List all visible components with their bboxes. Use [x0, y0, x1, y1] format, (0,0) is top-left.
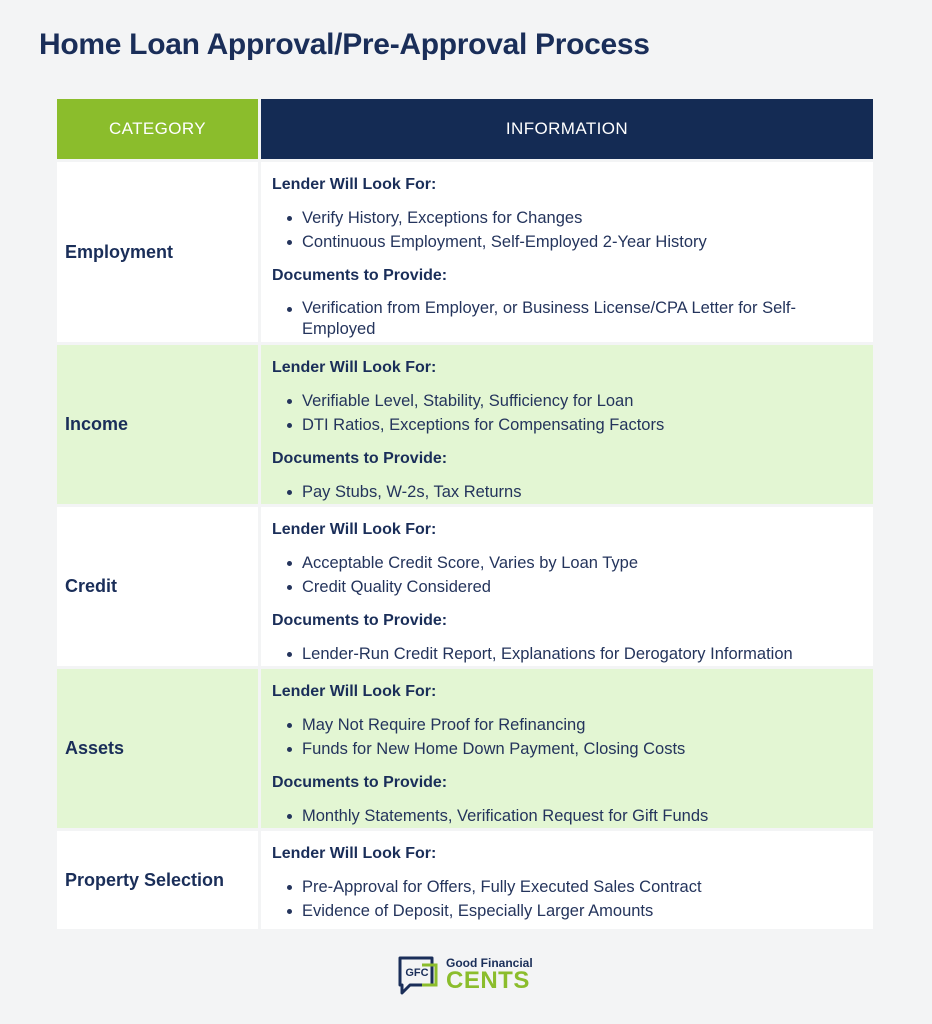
- list-item: Continuous Employment, Self-Employed 2-Year History: [272, 231, 863, 253]
- documents-list: [272, 481, 863, 503]
- lender-look-for-label: Lender Will Look For:: [272, 683, 437, 700]
- list-item: Pre-Approval for Offers, Fully Executed Sales Contract: [272, 876, 863, 898]
- table-header-row: [57, 99, 873, 159]
- lender-list: [272, 714, 863, 760]
- category-cell: Assets: [57, 669, 258, 828]
- page-title: Home Loan Approval/Pre-Approval Process: [39, 28, 650, 61]
- documents-to-provide-label: Documents to Provide:: [272, 450, 448, 467]
- documents-to-provide-label: Documents to Provide:: [272, 774, 448, 791]
- lender-look-for-label: Lender Will Look For:: [272, 359, 437, 376]
- information-cell: [261, 831, 873, 929]
- information-cell: [261, 669, 873, 828]
- documents-list: [272, 805, 863, 827]
- category-cell: Employment: [57, 162, 258, 342]
- list-item: Monthly Statements, Verification Request for Gift Funds: [272, 805, 863, 827]
- table-row-income: [57, 345, 873, 504]
- list-item: Evidence of Deposit, Especially Larger Amounts: [272, 900, 863, 922]
- lender-look-for-label: Lender Will Look For:: [272, 845, 437, 862]
- header-category: CATEGORY: [57, 99, 258, 159]
- logo-text-top: Good Financial: [446, 956, 533, 970]
- list-item: Funds for New Home Down Payment, Closing Costs: [272, 738, 863, 760]
- lender-list: [272, 207, 863, 253]
- lender-list: [272, 390, 863, 436]
- lender-look-for-label: Lender Will Look For:: [272, 176, 437, 193]
- list-item: Verifiable Level, Stability, Sufficiency for Loan: [272, 390, 863, 412]
- list-item: Pay Stubs, W-2s, Tax Returns: [272, 481, 863, 503]
- information-cell: [261, 507, 873, 666]
- svg-text:GFC: GFC: [405, 967, 429, 979]
- table-row-assets: [57, 669, 873, 828]
- logo-text-big: CENTS: [446, 967, 530, 994]
- list-item: May Not Require Proof for Refinancing: [272, 714, 863, 736]
- category-cell: Property Selection: [57, 831, 258, 929]
- list-item: Lender-Run Credit Report, Explanations for Derogatory Information: [272, 643, 863, 665]
- lender-list: [272, 876, 863, 922]
- loan-process-table: [57, 99, 873, 929]
- lender-look-for-label: Lender Will Look For:: [272, 521, 437, 538]
- table-row-credit: [57, 507, 873, 666]
- list-item: DTI Ratios, Exceptions for Compensating Factors: [272, 414, 863, 436]
- brand-logo: [398, 955, 538, 997]
- lender-list: [272, 552, 863, 598]
- documents-list: [272, 298, 863, 340]
- gfc-logo-icon: [398, 955, 438, 995]
- information-cell: [261, 345, 873, 504]
- list-item: Verification from Employer, or Business License/CPA Letter for Self-Employed: [272, 298, 863, 340]
- documents-to-provide-label: Documents to Provide:: [272, 612, 448, 629]
- list-item: Verify History, Exceptions for Changes: [272, 207, 863, 229]
- table-row-employment: [57, 162, 873, 342]
- information-cell: [261, 162, 873, 342]
- list-item: Credit Quality Considered: [272, 576, 863, 598]
- header-information: INFORMATION: [261, 99, 873, 159]
- category-cell: Credit: [57, 507, 258, 666]
- documents-list: [272, 643, 863, 665]
- table-row-property-selection: [57, 831, 873, 929]
- documents-to-provide-label: Documents to Provide:: [272, 267, 448, 284]
- category-cell: Income: [57, 345, 258, 504]
- list-item: Acceptable Credit Score, Varies by Loan Type: [272, 552, 863, 574]
